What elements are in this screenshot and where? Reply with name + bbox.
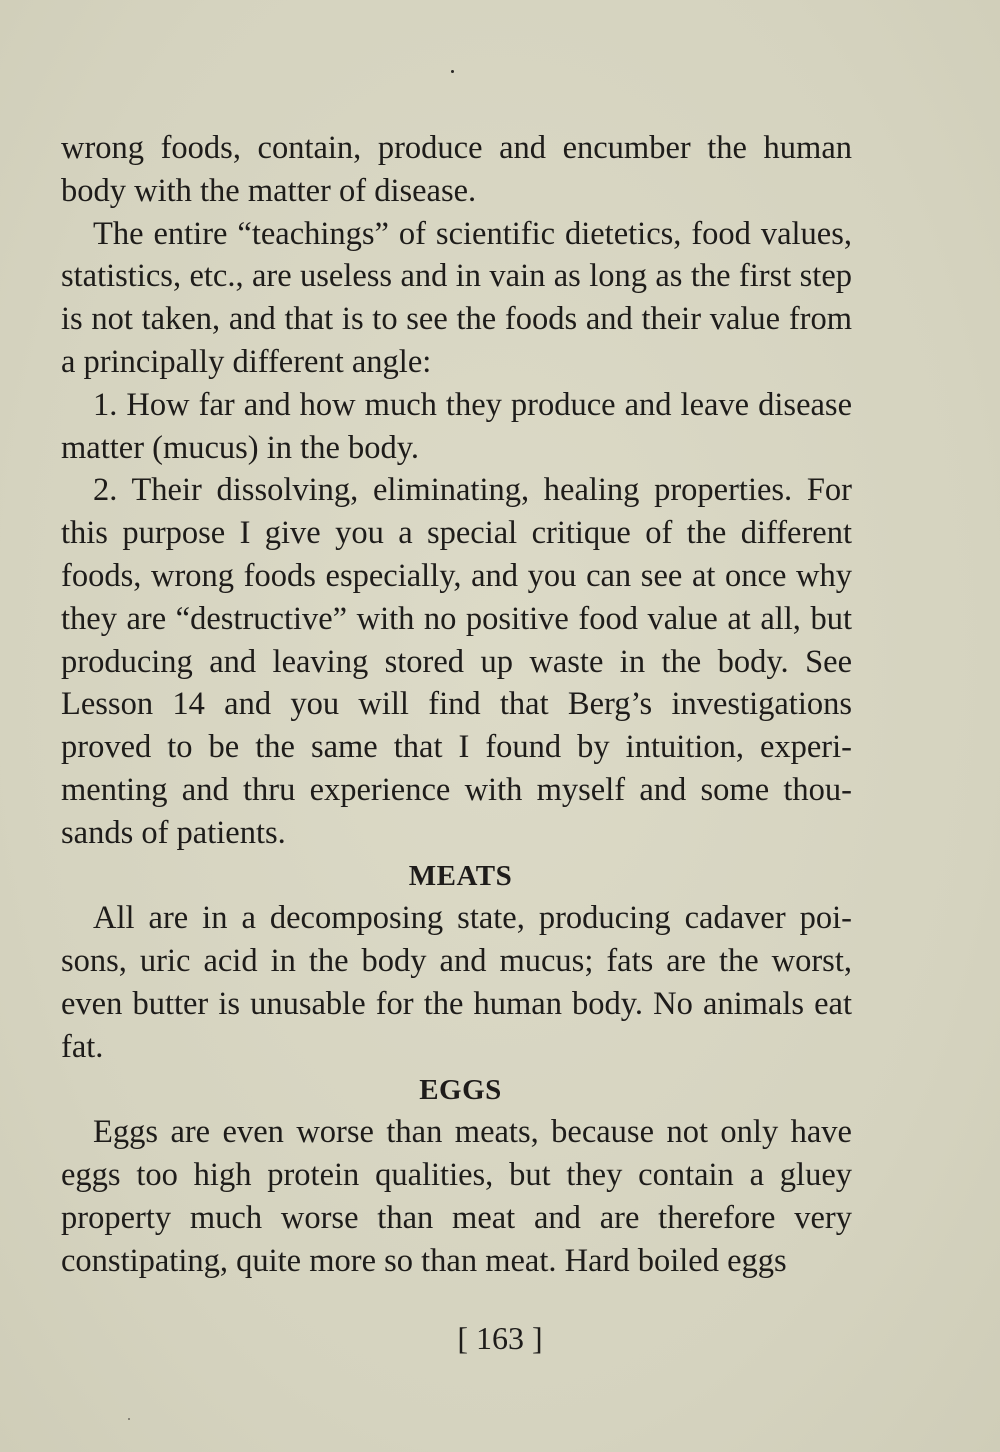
ink-speck (451, 70, 454, 73)
page-body (61, 127, 852, 1283)
paragraph: wrong foods, contain, produce and encumber the human body with the matter of disease. (61, 130, 852, 209)
paragraph: The entire “teachings” of scientific dietetics, food values, statistics, etc., are useless and in vain as long as the first step is not taken, and that is to see the foods and their value from a principally different angle: (61, 215, 852, 380)
page-number: [ 163 ] (457, 1320, 543, 1356)
paragraph: Eggs are even worse than meats, because not only have eggs too high protein qualities, but they contain a gluey property much worse than meat and are therefore very constipating, quite more so than meat. Hard boiled eggs (61, 1114, 852, 1279)
paragraph: All are in a decomposing state, producing cadaver poisons, uric acid in the body and mucus; fats are the worst, even butter is unusable for the human body. No animals eat fat. (61, 900, 852, 1065)
numbered-item: 2. Their dissolving, eliminating, healing properties. For this purpose I give you a special critique of the different foods, wrong foods especially, and you can see at once why they are “destructive” with no positive food value at all, but producing and leaving stored up waste in the body. See Lesson 14 and you will find that Berg’s investigations proved to be the same that I found by intuition, experimenting and thru experience with myself and some thousands of patients. (61, 472, 852, 851)
section-heading-meats: MEATS (408, 859, 513, 892)
section-heading-eggs: EGGS (419, 1073, 502, 1106)
numbered-item: 1. How far and how much they produce and leave disease matter (mucus) in the body. (61, 386, 852, 466)
ink-speck (128, 1418, 130, 1420)
